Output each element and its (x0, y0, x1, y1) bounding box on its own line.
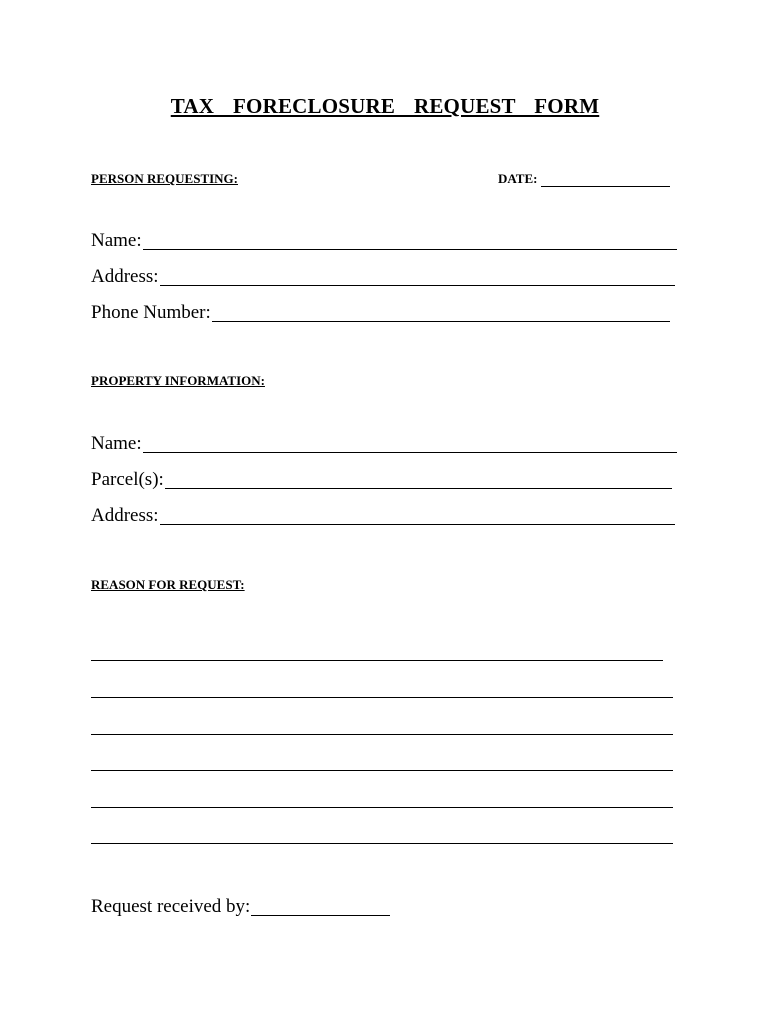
requester-phone-label: Phone Number: (91, 302, 211, 323)
reason-line-6[interactable] (91, 842, 673, 844)
requester-address-field[interactable] (91, 264, 675, 288)
date-field[interactable] (498, 171, 670, 187)
requester-address-blank[interactable] (160, 265, 675, 286)
property-name-label: Name: (91, 433, 142, 454)
person-requesting-heading: PERSON REQUESTING: (91, 171, 238, 186)
reason-for-request-heading: REASON FOR REQUEST: (91, 577, 245, 592)
requester-address-label: Address: (91, 266, 159, 287)
property-address-field[interactable] (91, 503, 675, 527)
requester-phone-blank[interactable] (212, 301, 670, 322)
reason-line-5[interactable] (91, 806, 673, 808)
requester-name-blank[interactable] (143, 229, 677, 250)
property-address-blank[interactable] (160, 504, 675, 525)
received-by-blank[interactable] (251, 895, 390, 916)
parcel-blank[interactable] (165, 468, 672, 489)
requester-name-label: Name: (91, 230, 142, 251)
requester-phone-field[interactable] (91, 300, 670, 324)
property-name-blank[interactable] (143, 432, 677, 453)
reason-line-1[interactable] (91, 659, 663, 661)
property-address-label: Address: (91, 505, 159, 526)
received-by-field[interactable] (91, 894, 390, 918)
property-name-field[interactable] (91, 431, 677, 455)
form-title: TAX FORECLOSURE REQUEST FORM (170, 94, 600, 118)
requester-name-field[interactable] (91, 228, 677, 252)
date-blank[interactable] (541, 172, 670, 187)
reason-line-2[interactable] (91, 696, 673, 698)
parcel-label: Parcel(s): (91, 469, 164, 490)
date-label: DATE: (498, 171, 538, 186)
received-by-label: Request received by: (91, 896, 251, 917)
property-information-heading: PROPERTY INFORMATION: (91, 373, 265, 388)
reason-line-3[interactable] (91, 733, 673, 735)
parcel-field[interactable] (91, 467, 672, 491)
reason-line-4[interactable] (91, 769, 673, 771)
